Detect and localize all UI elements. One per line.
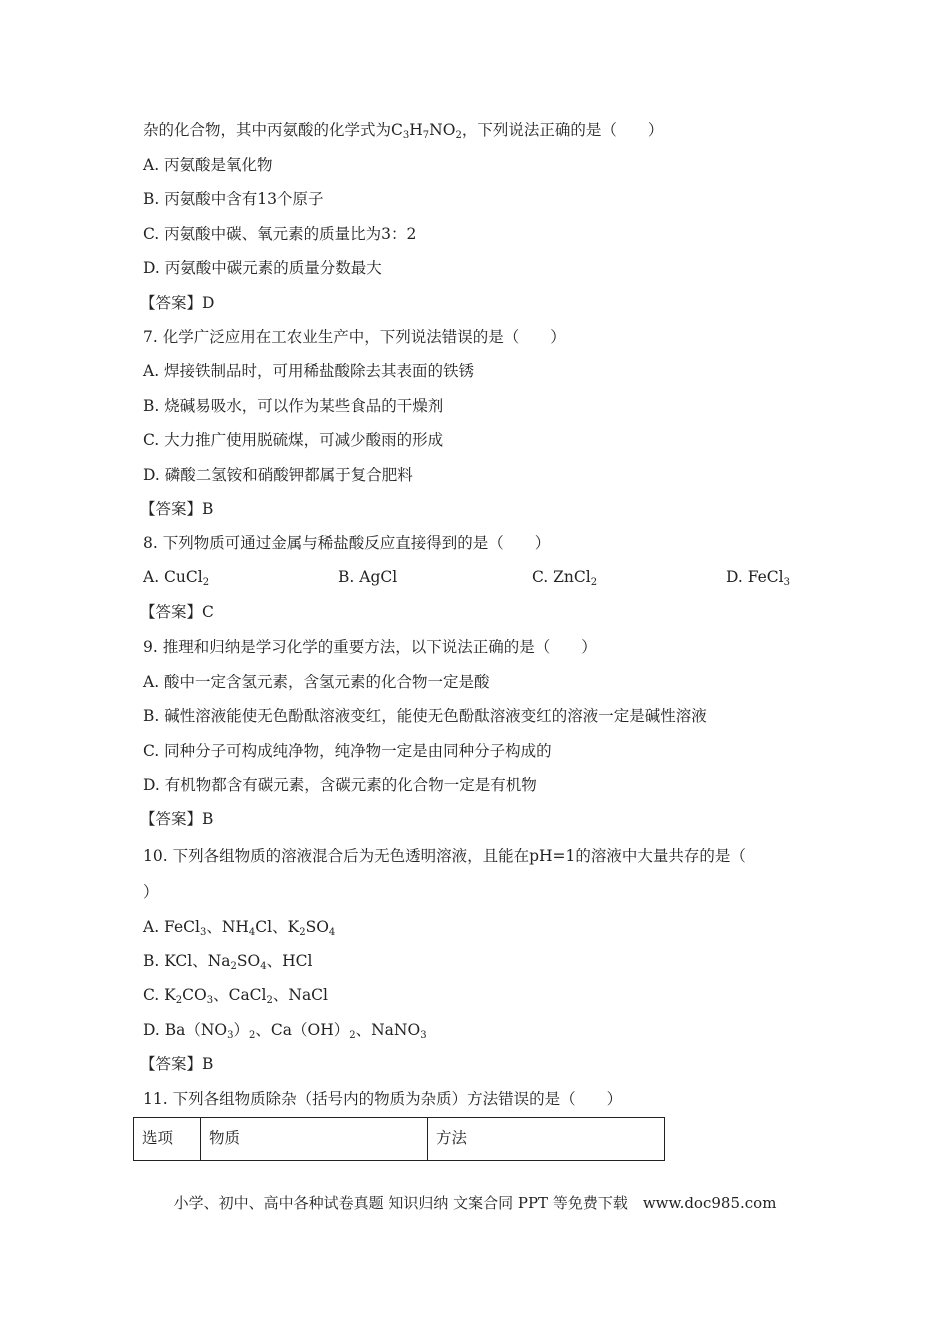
table-row xyxy=(134,1118,665,1161)
q9-option-d: D. 有机物都含有碳元素，含碳元素的化合物一定是有机物 xyxy=(143,776,537,794)
q10-stem-line2: ） xyxy=(143,883,159,901)
table-header-option: 选项 xyxy=(134,1118,201,1161)
q6-answer: 【答案】D xyxy=(140,294,215,312)
q8-option-a: A. CuCl$_2$ xyxy=(143,568,210,588)
q9-option-c: C. 同种分子可构成纯净物，纯净物一定是由同种分子构成的 xyxy=(143,742,552,760)
q7-option-c: C. 大力推广使用脱硫煤，可减少酸雨的形成 xyxy=(143,431,444,449)
q6-option-c: C. 丙氨酸中碳、氧元素的质量比为3：2 xyxy=(143,225,417,243)
page-footer: 小学、初中、高中各种试卷真题 知识归纳 文案合同 PPT 等免费下载 www.doc985.com xyxy=(173,1194,777,1212)
q8-option-c: C. ZnCl$_2$ xyxy=(532,568,598,588)
q10-option-a: A. FeCl$_3$、$NH_4Cl$、$K_2SO_4$ xyxy=(143,918,336,938)
table-header-substance: 物质 xyxy=(201,1118,428,1161)
q9-stem: 9. 推理和归纳是学习化学的重要方法，以下说法正确的是（ ） xyxy=(143,638,597,656)
q6-stem: 杂的化合物，其中丙氨酸的化学式为$C_3H_7NO_2$，下列说法正确的是（ ） xyxy=(143,121,664,141)
q7-answer: 【答案】B xyxy=(140,500,214,518)
q8-stem: 8. 下列物质可通过金属与稀盐酸反应直接得到的是（ ） xyxy=(143,534,551,552)
q7-stem: 7. 化学广泛应用在工农业生产中，下列说法错误的是（ ） xyxy=(143,328,566,346)
q10-answer: 【答案】B xyxy=(140,1055,214,1073)
q9-option-b: B. 碱性溶液能使无色酚酞溶液变红，能使无色酚酞溶液变红的溶液一定是碱性溶液 xyxy=(143,707,707,725)
q6-option-b: B. 丙氨酸中含有13个原子 xyxy=(143,190,324,208)
q10-option-c: C. $K_2CO_3$、CaCl$_2$、NaCl xyxy=(143,986,328,1006)
q7-option-a: A. 焊接铁制品时，可用稀盐酸除去其表面的铁锈 xyxy=(143,362,475,380)
table-header-method: 方法 xyxy=(428,1118,665,1161)
q10-option-b: B. KCl、$Na_2SO_4$、HCl xyxy=(143,952,313,972)
q7-option-d: D. 磷酸二氢铵和硝酸钾都属于复合肥料 xyxy=(143,466,413,484)
q8-option-b: B. AgCl xyxy=(338,568,398,586)
q8-answer: 【答案】C xyxy=(140,603,214,621)
q10-stem-line1: 10. 下列各组物质的溶液混合后为无色透明溶液，且能在pH=1的溶液中大量共存的是（ xyxy=(143,847,746,865)
q11-stem: 11. 下列各组物质除杂（括号内的物质为杂质）方法错误的是（ ） xyxy=(143,1090,623,1108)
q6-option-a: A. 丙氨酸是氧化物 xyxy=(143,156,273,174)
q8-option-d: D. FeCl$_3$ xyxy=(726,568,791,588)
q9-answer: 【答案】B xyxy=(140,810,214,828)
q11-table xyxy=(133,1117,665,1161)
q6-option-d: D. 丙氨酸中碳元素的质量分数最大 xyxy=(143,259,382,277)
q9-option-a: A. 酸中一定含氢元素，含氢元素的化合物一定是酸 xyxy=(143,673,490,691)
q10-option-d: D. $Ba(NO_3)_2$、$Ca(OH)_2$、NaNO$_3$ xyxy=(143,1021,427,1041)
q7-option-b: B. 烧碱易吸水，可以作为某些食品的干燥剂 xyxy=(143,397,444,415)
